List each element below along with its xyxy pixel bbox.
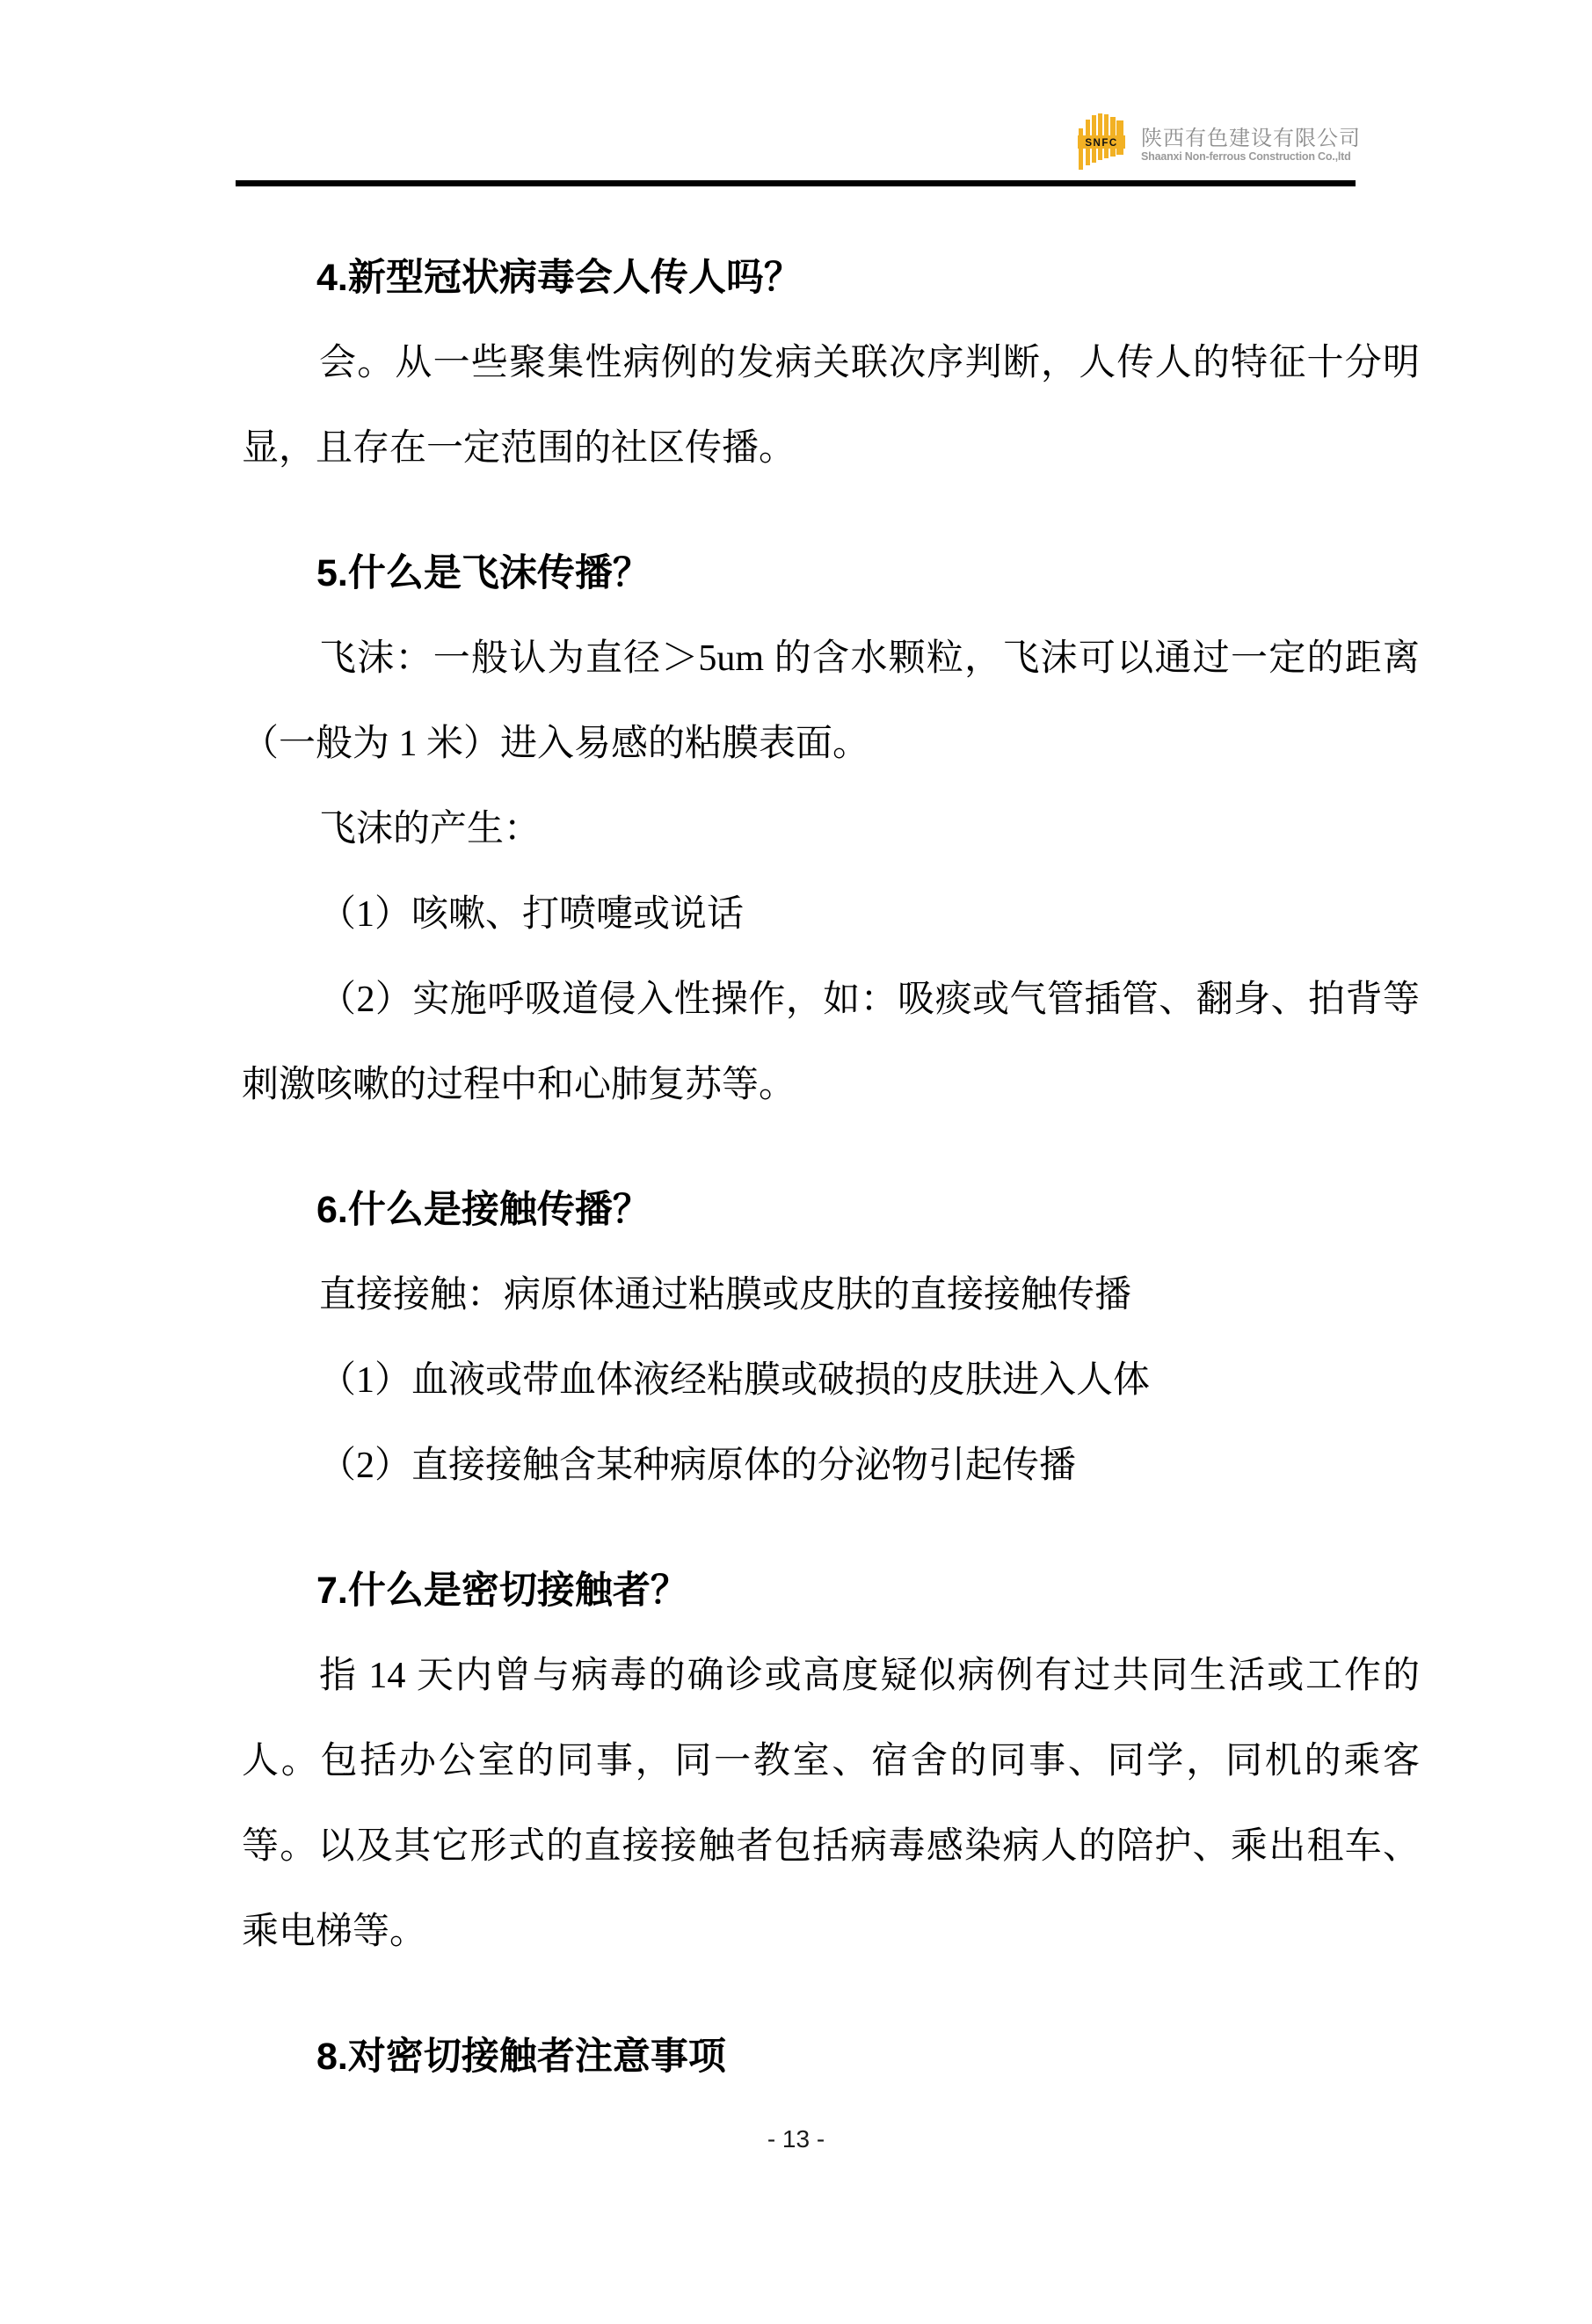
section-heading-4: 4.新型冠状病毒会人传人吗？: [316, 257, 802, 299]
paragraph: 飞沫的产生：: [319, 809, 542, 849]
paragraph: 会。从一些聚集性病例的发病关联次序判断，人传人的特征十分明显，且存在一定范围的社区传播。: [242, 343, 1420, 469]
paragraph: 指 14 天内曾与病毒的确诊或高度疑似病例有过共同生活或工作的人。包括办公室的同事，同一教室、宿舍的同事、同学，同机的乘客等。以及其它形式的直接接触者包括病毒感染病人的陪护、乘出租车、乘电梯等。: [242, 1656, 1420, 1952]
paragraph: （1）血液或带血体液经粘膜或破损的皮肤进入人体: [319, 1360, 1151, 1401]
section-heading-5: 5.什么是飞沫传播？: [316, 552, 651, 594]
paragraph: 飞沫：一般认为直径＞5um 的含水颗粒，飞沫可以通过一定的距离（一般为 1 米）进入易感的粘膜表面。: [242, 638, 1420, 764]
document-body: [242, 236, 1420, 2100]
snfc-building-bars-icon: [1078, 113, 1129, 171]
logo-text-block: [1141, 113, 1361, 164]
paragraph: 直接接触：病原体通过粘膜或皮肤的直接接触传播: [319, 1275, 1132, 1315]
header-divider-rule: [236, 180, 1356, 186]
paragraph: （2）直接接触含某种病原体的分泌物引起传播: [319, 1446, 1077, 1486]
page-number: - 13 -: [767, 2125, 825, 2153]
section-heading-6: 6.什么是接触传播？: [316, 1189, 651, 1231]
paragraph: （1）咳嗽、打喷嚏或说话: [319, 894, 745, 935]
company-name-en: Shaanxi Non-ferrous Construction Co.,ltd: [1141, 150, 1351, 163]
logo-abbr-text: SNFC: [1085, 138, 1118, 149]
section-heading-7: 7.什么是密切接触者？: [316, 1570, 688, 1612]
company-name-cn: 陕西有色建设有限公司: [1141, 127, 1361, 150]
company-logo: [1078, 113, 1361, 171]
section-heading-8: 8.对密切接触者注意事项: [316, 2036, 726, 2078]
paragraph: （2）实施呼吸道侵入性操作，如：吸痰或气管插管、翻身、拍背等刺激咳嗽的过程中和心肺复苏等。: [242, 980, 1420, 1105]
